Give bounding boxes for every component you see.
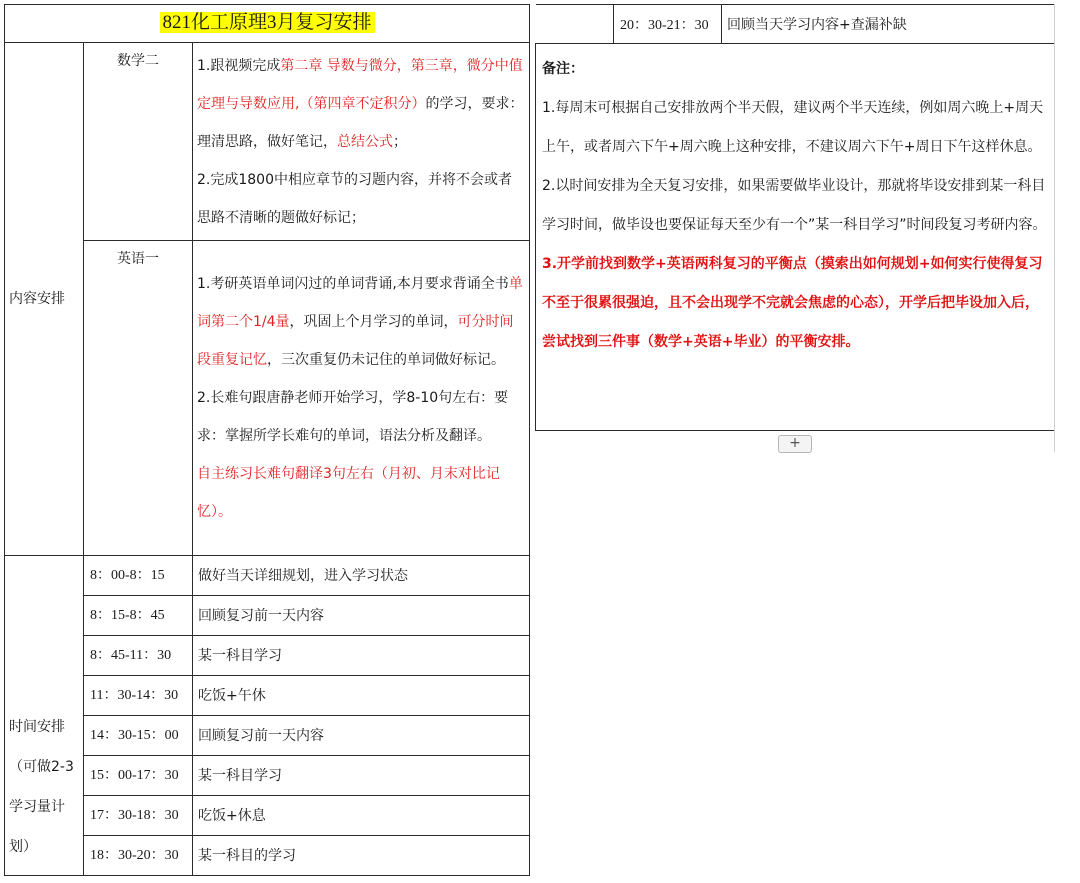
page-title: 821化工原理3月复习安排 <box>160 12 375 33</box>
note-1: 1.每周末可根据自己安排放两个半天假，建议两个半天连续，例如周六晚上+周天上午，或者周六下午+周六晚上这种安排，不建议周六下午+周日下午这样休息。 <box>542 100 1044 155</box>
time-slot: 11：30-14：30 <box>84 676 193 716</box>
math-plan-item-2: 2.完成1800中相应章节的习题内容，并将不会或者思路不清晰的题做好标记； <box>197 171 512 226</box>
time-slot: 8：45-11：30 <box>84 636 193 676</box>
activity: 吃饭+休息 <box>193 796 530 836</box>
time-slot: 14：30-15：00 <box>84 716 193 756</box>
note-3: 3.开学前找到数学+英语两科复习的平衡点（摸索出如何规划+如何实行使得复习不至于很累很强迫，且不会出现学不完就会焦虑的心态），开学后把毕设加入后，尝试找到三件事（数学+英语+毕业）的平衡安排。 <box>542 256 1043 350</box>
time-slot: 8：00-8：15 <box>84 556 193 596</box>
text-run: 1.跟视频完成 <box>197 57 281 74</box>
table-edge-line <box>1054 4 1055 452</box>
text-run: ，三次重复仍未记住的单词做好标记。 <box>267 352 505 368</box>
notes-section <box>536 44 1055 431</box>
table-row <box>5 676 530 716</box>
text-run: ，巩固上个月学习的单词， <box>289 314 458 330</box>
activity: 吃饭+午休 <box>193 676 530 716</box>
activity: 回顾当天学习内容+查漏补缺 <box>722 5 1055 44</box>
math-plan-item-1 <box>197 47 525 161</box>
time-slot: 15：00-17：30 <box>84 756 193 796</box>
english-plan-item-1 <box>197 265 525 379</box>
activity: 做好当天详细规划，进入学习状态 <box>193 556 530 596</box>
time-slot: 20：30-21：30 <box>614 5 722 44</box>
activity: 某一科目的学习 <box>193 836 530 876</box>
schedule-table-left <box>4 4 529 882</box>
time-slot: 18：30-20：30 <box>84 836 193 876</box>
text-run: 总结公式 <box>337 133 393 150</box>
table-row <box>5 636 530 676</box>
table-row <box>5 556 530 596</box>
table-row <box>5 836 530 876</box>
time-slot: 8：15-8：45 <box>84 596 193 636</box>
text-run: 可分时间段重复记忆 <box>197 314 514 368</box>
expand-button[interactable]: + <box>778 435 812 453</box>
english-plan <box>193 241 530 556</box>
table-row <box>5 796 530 836</box>
text-run: ； <box>393 133 407 150</box>
table-row <box>5 756 530 796</box>
table-row <box>5 596 530 636</box>
subject-english: 英语一 <box>84 241 193 556</box>
table-row <box>536 5 1055 44</box>
note-2: 2.以时间安排为全天复习安排，如果需要做毕业设计，那就将毕设安排到某一科目学习时间，做毕设也要保证每天至少有一个”某一科目学习”时间段复习考研内容。 <box>542 178 1047 233</box>
title-cell <box>5 5 530 43</box>
schedule-table-right <box>535 4 1054 431</box>
english-plan-item-3: 自主练习长难句翻译3句左右（月初、月末对比记忆）。 <box>197 466 500 520</box>
content-category-label: 内容安排 <box>5 43 84 556</box>
text-run: 1.考研英语单词闪过的单词背诵,本月要求背诵全书 <box>197 276 509 292</box>
subject-math: 数学二 <box>84 43 193 241</box>
notes-heading: 备注： <box>542 62 584 77</box>
text-run: 第二章 导数与微分，第三章，微分中值定理与导数应用,（第四章不定积分） <box>197 57 523 112</box>
activity: 回顾复习前一天内容 <box>193 596 530 636</box>
table-row <box>5 716 530 756</box>
text-run: 的学习，要求：理清思路，做好笔记， <box>197 95 524 150</box>
schedule-category-label: 时间安排（可做2-3学习量计划） <box>5 556 84 876</box>
text-run: 单词第二个1/4量 <box>197 276 523 330</box>
activity: 某一科目学习 <box>193 636 530 676</box>
empty-cell <box>536 5 614 44</box>
activity: 回顾复习前一天内容 <box>193 716 530 756</box>
english-plan-item-2: 2.长难句跟唐静老师开始学习，学8-10句左右：要求：掌握所学长难句的单词，语法分析及翻译。 <box>197 390 509 444</box>
time-slot: 17：30-18：30 <box>84 796 193 836</box>
activity: 某一科目学习 <box>193 756 530 796</box>
math-plan <box>193 43 530 241</box>
